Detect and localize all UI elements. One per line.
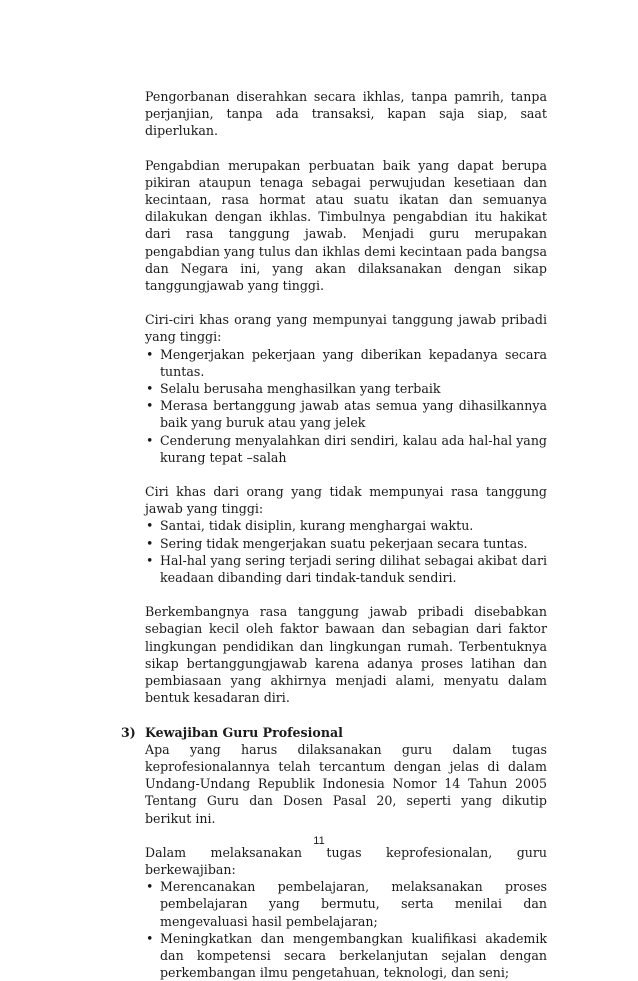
list-item: • Sering tidak mengerjakan suatu pekerjaan secara tuntas. bbox=[145, 535, 547, 552]
paragraph-berkembangnya: Berkembangnya rasa tanggung jawab pribadi disebabkan sebagian kecil oleh faktor bawaan dan sebagian dari faktor lingkungan pendidikan dan lingkungan rumah. Terbentuknya sikap bertanggungjawab karena adanya proses latihan dan pembiasaan yang akhirnya menjadi alami, menyatu dalam bentuk kesadaran diri. bbox=[145, 603, 547, 706]
list-responsible-traits bbox=[145, 346, 547, 466]
page-content bbox=[145, 88, 547, 981]
paragraph-ciri-not-responsible-intro: Ciri khas dari orang yang tidak mempunyai rasa tanggung jawab yang tinggi: bbox=[145, 483, 547, 517]
list-item: • Merencanakan pembelajaran, melaksanakan proses pembelajaran yang bermutu, serta menilai dan mengevaluasi hasil pembelajaran; bbox=[145, 878, 547, 930]
list-item: • Cenderung menyalahkan diri sendiri, kalau ada hal-hal yang kurang tepat –salah bbox=[145, 432, 547, 466]
page-number: 11 bbox=[0, 835, 638, 847]
paragraph-pengabdian: Pengabdian merupakan perbuatan baik yang dapat berupa pikiran ataupun tenaga sebagai perwujudan kesetiaan dan kecintaan, rasa hormat atau suatu ikatan dan semuanya dilakukan dengan ikhlas. Timbulnya pengabdian itu hakikat dari rasa tanggung jawab. Menjadi guru merupakan pengabdian yang tulus dan ikhlas demi kecintaan pada bangsa dan Negara ini, yang akan dilaksanakan dengan sikap tanggungjawab yang tinggi. bbox=[145, 157, 547, 295]
list-item: • Santai, tidak disiplin, kurang menghargai waktu. bbox=[145, 517, 547, 534]
list-teacher-duties bbox=[145, 878, 547, 981]
list-not-responsible-traits bbox=[145, 517, 547, 586]
paragraph-pengorbanan: Pengorbanan diserahkan secara ikhlas, tanpa pamrih, tanpa perjanjian, tanpa ada transaksi, kapan saja siap, saat diperlukan. bbox=[145, 88, 547, 140]
list-item: • Hal-hal yang sering terjadi sering dilihat sebagai akibat dari keadaan dibanding dari tindak-tanduk sendiri. bbox=[145, 552, 547, 586]
list-item: • Selalu berusaha menghasilkan yang terbaik bbox=[145, 380, 547, 397]
list-item: • Meningkatkan dan mengembangkan kualifikasi akademik dan kompetensi secara berkelanjutan sejalan dengan perkembangan ilmu pengetahuan, teknologi, dan seni; bbox=[145, 930, 547, 981]
section-number: 3) bbox=[121, 724, 136, 741]
section-kewajiban bbox=[145, 724, 547, 981]
paragraph-duties-intro: Dalam melaksanakan tugas keprofesionalan, guru berkewajiban: bbox=[145, 844, 547, 878]
list-item: • Merasa bertanggung jawab atas semua yang dihasilkannya baik yang buruk atau yang jelek bbox=[145, 397, 547, 431]
paragraph-section-intro: Apa yang harus dilaksanakan guru dalam tugas keprofesionalannya telah tercantum dengan jelas di dalam Undang-Undang Republik Indonesia Nomor 14 Tahun 2005 Tentang Guru dan Dosen Pasal 20, seperti yang dikutip berikut ini. bbox=[145, 741, 547, 827]
section-heading: Kewajiban Guru Profesional bbox=[145, 724, 547, 741]
list-item: • Mengerjakan pekerjaan yang diberikan kepadanya secara tuntas. bbox=[145, 346, 547, 380]
paragraph-ciri-responsible-intro: Ciri-ciri khas orang yang mempunyai tanggung jawab pribadi yang tinggi: bbox=[145, 311, 547, 345]
